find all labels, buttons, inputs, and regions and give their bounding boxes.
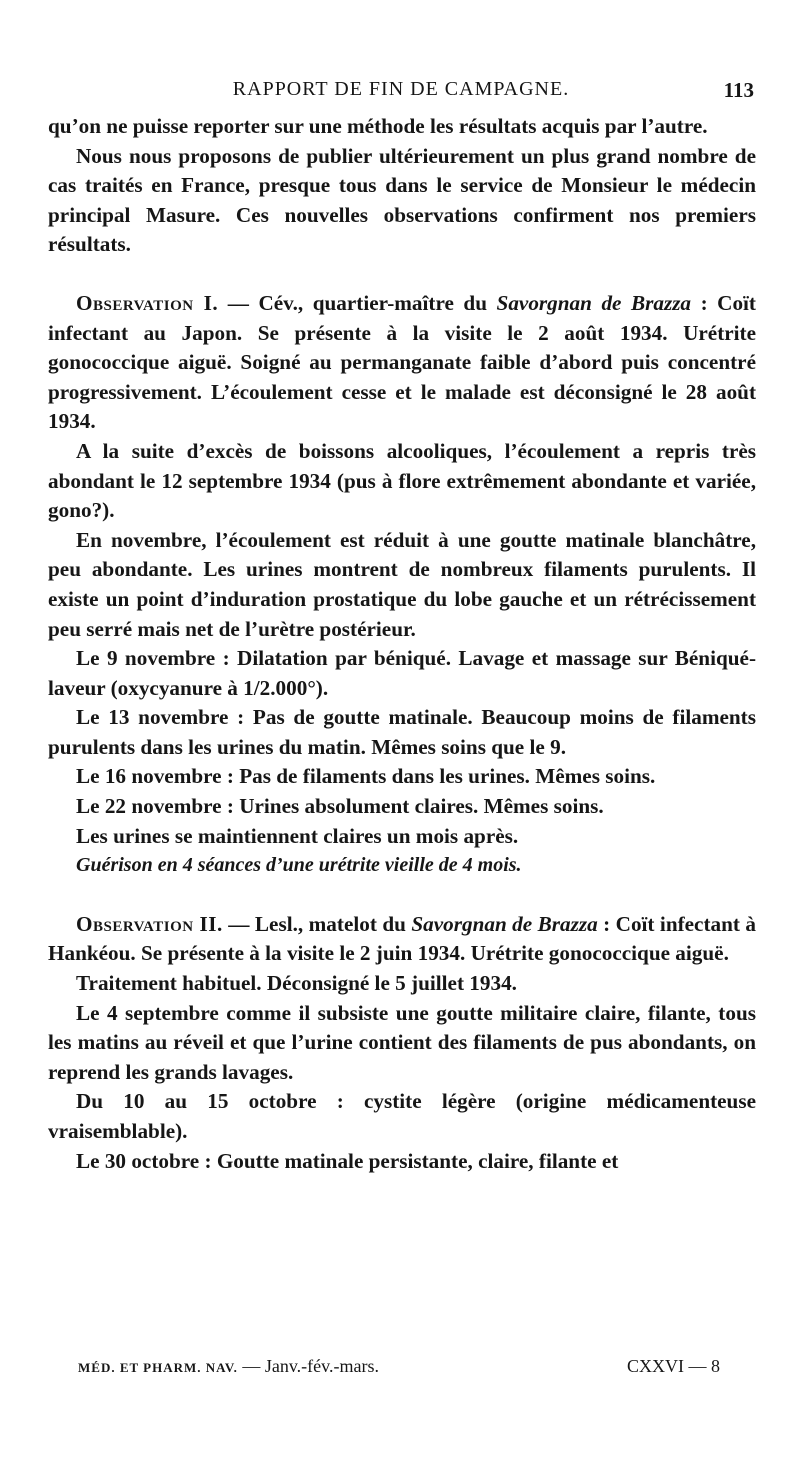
footer-signature: CXXVI — 8 [627,1356,720,1376]
observation-1-heading [48,289,756,437]
observation-2-paragraph-2: Traitement habituel. Déconsigné le 5 juillet 1934. [76,971,517,996]
footer-journal: MÉD. ET PHARM. NAV. [78,1360,238,1375]
observation-2-heading [48,910,756,969]
observation-1-paragraph-2: A la suite d’excès de boissons alcooliques, l’écoulement a repris très abondant le 12 septembre 1934 (pus à flore extrêmement abondante et variée, gono?). [48,438,756,523]
observation-1-paragraph-7: Le 22 novembre : Urines absolument claires. Mêmes soins. [76,794,604,819]
observation-2-paragraph-3: Le 4 septembre comme il subsiste une goutte militaire claire, filante, tous les matins au réveil et que l’urine contient des filaments de pus abondants, on reprend les grands lavages. [48,1000,756,1084]
intro-paragraph-2: Nous nous proposons de publier ultérieurement un plus grand nombre de cas traités en France, presque tous dans le service de Monsieur le médecin principal Masure. Ces nouvelles observations confirment nos premiers résultats. [48,143,756,257]
page-footer [78,1356,720,1384]
observation-2-paragraph-4: Du 10 au 15 octobre : cystite légère (origine médicamenteuse vraisemblable). [48,1089,756,1143]
observation-2-ship: Savorgnan de Brazza [411,911,598,936]
observation-1-head-a: — Cév., quartier-maître du [218,290,497,315]
body-text [48,112,756,1176]
observation-1-paragraph-8: Les urines se maintiennent claires un mois après. [76,823,519,848]
observation-2-head-a: — Lesl., matelot du [222,911,412,936]
footer-journal-line [78,1356,379,1377]
observation-1-head-b: : Coït infectant au Japon. Se présente à la visite le 2 août 1934. Urétrite gonococcique aiguë. Soigné au permanganate faible d’abord puis concentré progressivement. L’écoulement cesse et le malade est déconsigné le 28 août 1934. [48,290,756,434]
observation-2-label: Observation II. [76,911,223,936]
running-title: RAPPORT DE FIN DE CAMPAGNE. [232,78,570,100]
observation-1-paragraph-5: Le 13 novembre : Pas de goutte matinale. Beaucoup moins de filaments purulents dans les urines du matin. Mêmes soins que le 9. [48,705,756,759]
observation-2-head-b: : Coït infectant à Hankéou. Se présente à la visite le 2 juin 1934. Urétrite gonococcique aiguë. [48,911,756,966]
intro-paragraph-1: qu’on ne puisse reporter sur une méthode les résultats acquis par l’autre. [48,114,708,138]
observation-1-ship: Savorgnan de Brazza [496,290,692,315]
observation-1-result: Guérison en 4 séances d’une urétrite vieille de 4 mois. [76,854,522,877]
observation-1-label: Observation I. [76,290,219,315]
observation-2-paragraph-5: Le 30 octobre : Goutte matinale persistante, claire, filante et [76,1148,619,1173]
page-header [48,72,754,108]
page-number: 113 [723,78,754,102]
observation-1-paragraph-3: En novembre, l’écoulement est réduit à une goutte matinale blanchâtre, peu abondante. Les urines montrent de nombreux filaments purulents. Il existe un point d’induration prostatique du lobe gauche et un rétrécissement peu serré mais net de l’urètre postérieur. [48,527,756,641]
footer-dash: — [237,1356,265,1376]
observation-1-paragraph-6: Le 16 novembre : Pas de filaments dans les urines. Mêmes soins. [76,764,656,789]
observation-1-paragraph-4: Le 9 novembre : Dilatation par béniqué. Lavage et massage sur Béniqué-laveur (oxycyanure à 1/2.000°). [48,646,756,700]
footer-issue: Janv.-fév.-mars. [264,1356,379,1376]
